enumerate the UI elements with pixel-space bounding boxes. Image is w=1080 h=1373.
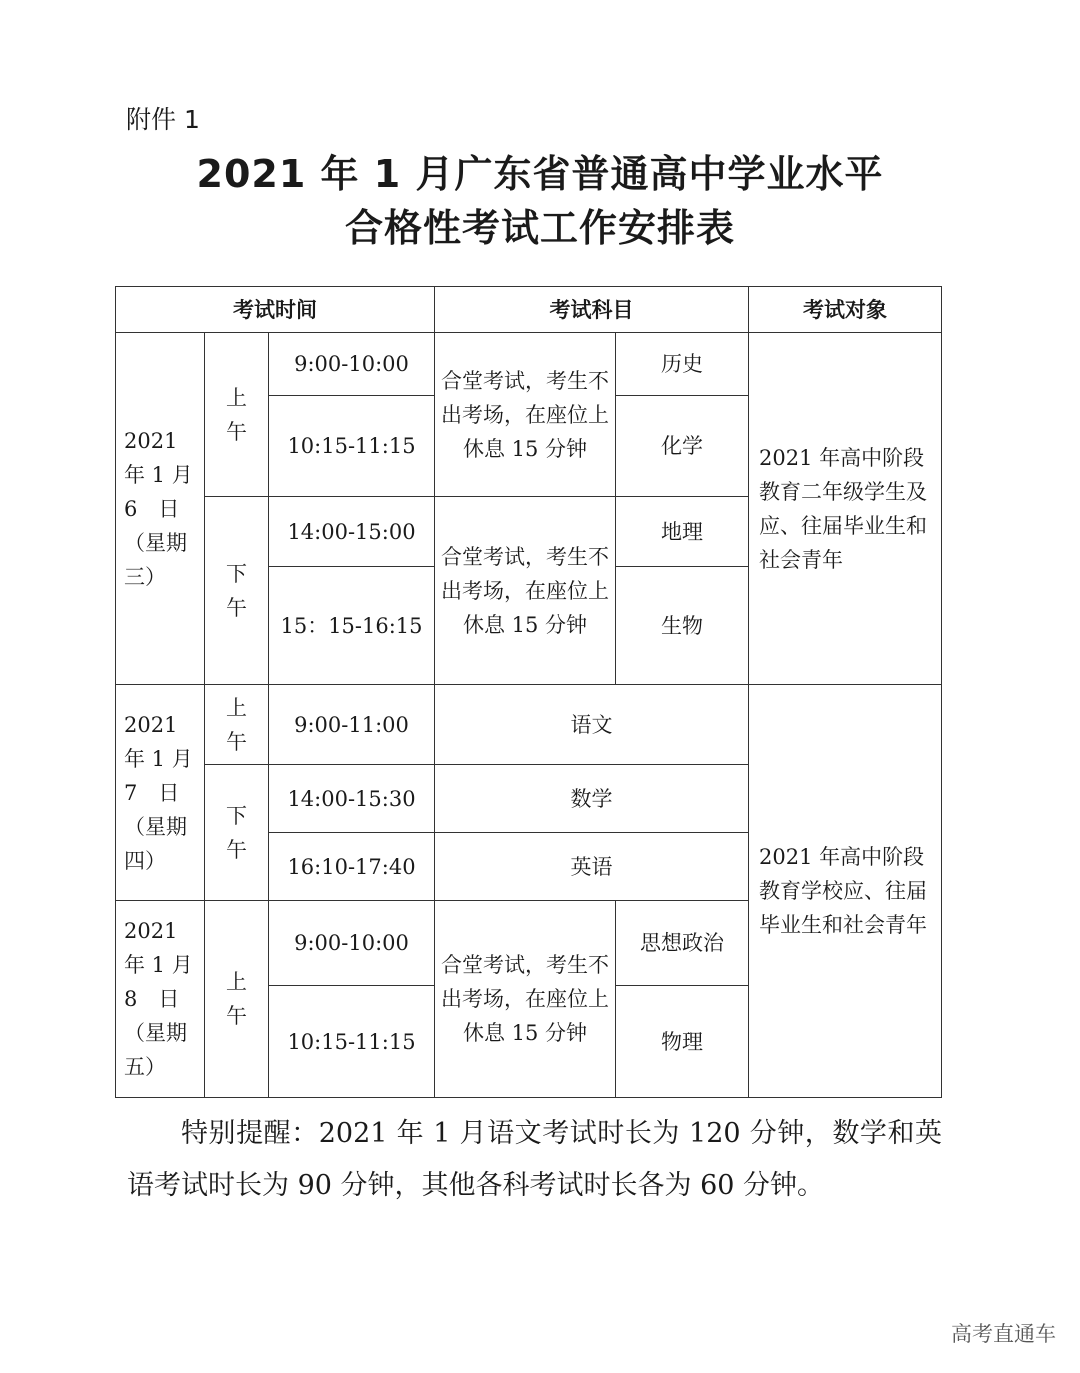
- date-cell-day3: 2021 年 1 月 8 日（星期五）: [116, 901, 205, 1098]
- watermark: 高考直通车: [951, 1322, 1056, 1346]
- schedule-table: [115, 286, 942, 1098]
- subject-history: 历史: [616, 333, 749, 396]
- subject-english: 英语: [435, 833, 749, 901]
- time-slot: 9:00-11:00: [269, 685, 435, 765]
- attachment-label: 附件 1: [126, 105, 200, 134]
- am-cell-day1: 上午: [205, 333, 269, 497]
- date-cell-day2: 2021 年 1 月 7 日（星期四）: [116, 685, 205, 901]
- subject-geography: 地理: [616, 497, 749, 567]
- header-time: 考试时间: [116, 287, 435, 333]
- time-slot: 16:10-17:40: [269, 833, 435, 901]
- time-slot: 15：15-16:15: [269, 567, 435, 685]
- break-note: 合堂考试，考生不出考场，在座位上休息 15 分钟: [435, 901, 616, 1098]
- target-cell-2: 2021 年高中阶段教育学校应、往届毕业生和社会青年: [749, 685, 942, 1098]
- subject-biology: 生物: [616, 567, 749, 685]
- subject-physics: 物理: [616, 986, 749, 1098]
- table-row: [116, 333, 942, 396]
- schedule-table-wrapper: [115, 286, 941, 1098]
- subject-math: 数学: [435, 765, 749, 833]
- header-subject: 考试科目: [435, 287, 749, 333]
- date-cell-day1: 2021 年 1 月 6 日（星期三）: [116, 333, 205, 685]
- subject-chemistry: 化学: [616, 396, 749, 497]
- header-row: [116, 287, 942, 333]
- target-cell-1: 2021 年高中阶段教育二年级学生及应、往届毕业生和社会青年: [749, 333, 942, 685]
- break-note: 合堂考试，考生不出考场，在座位上休息 15 分钟: [435, 333, 616, 497]
- time-slot: 9:00-10:00: [269, 333, 435, 396]
- pm-cell-day2: 下午: [205, 765, 269, 901]
- pm-cell-day1: 下午: [205, 497, 269, 685]
- special-reminder: 特别提醒：2021 年 1 月语文考试时长为 120 分钟，数学和英语考试时长为 90 分钟，其他各科考试时长各为 60 分钟。: [127, 1118, 942, 1201]
- time-slot: 10:15-11:15: [269, 396, 435, 497]
- time-slot: 14:00-15:00: [269, 497, 435, 567]
- time-slot: 10:15-11:15: [269, 986, 435, 1098]
- subject-politics: 思想政治: [616, 901, 749, 986]
- time-slot: 9:00-10:00: [269, 901, 435, 986]
- page-title-line2: 合格性考试工作安排表: [344, 206, 735, 250]
- page-title-line1: 2021 年 1 月广东省普通高中学业水平: [196, 152, 884, 196]
- time-slot: 14:00-15:30: [269, 765, 435, 833]
- am-cell-day3: 上午: [205, 901, 269, 1098]
- table-row: [116, 685, 942, 765]
- break-note: 合堂考试，考生不出考场，在座位上休息 15 分钟: [435, 497, 616, 685]
- header-target: 考试对象: [749, 287, 942, 333]
- am-cell-day2: 上午: [205, 685, 269, 765]
- subject-chinese: 语文: [435, 685, 749, 765]
